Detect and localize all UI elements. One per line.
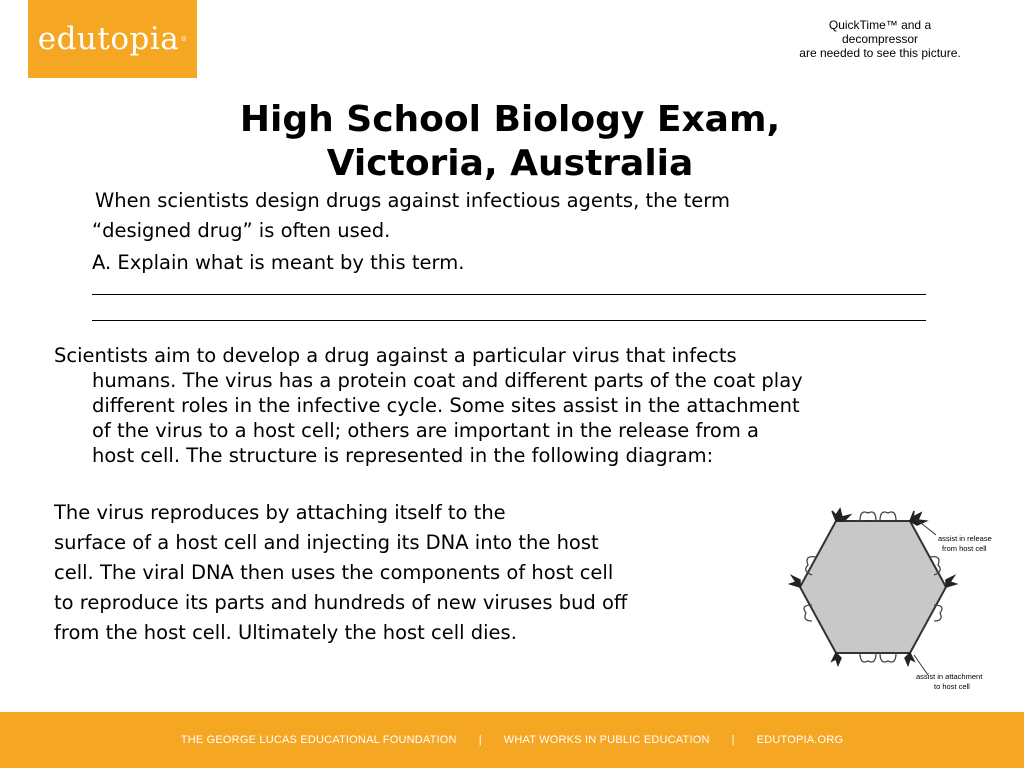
scenario-line-2: humans. The virus has a protein coat and different parts of the coat play — [92, 369, 803, 392]
intro-line-2: “designed drug” is often used. — [92, 219, 391, 242]
footer-what-works-link[interactable]: WHAT WORKS IN PUBLIC EDUCATION — [503, 734, 710, 746]
reproduction-line-3: cell. The viral DNA then uses the components of host cell — [54, 561, 614, 584]
footer-separator-1: | — [478, 734, 482, 746]
reproduction-line-2: surface of a host cell and injecting its DNA into the host — [54, 531, 599, 554]
scenario-line-1: Scientists aim to develop a drug against a particular virus that infects — [54, 344, 737, 367]
scenario-line-4: of the virus to a host cell; others are important in the release from a — [92, 419, 760, 442]
scenario-line-5: host cell. The structure is represented in the following diagram: — [92, 444, 714, 467]
virus-protein-coat — [800, 521, 946, 653]
quicktime-line-1: QuickTime™ and a — [828, 18, 932, 32]
scenario-paragraph — [54, 343, 954, 468]
label-attach-1: assist in attachment — [916, 672, 983, 681]
footer-foundation-link[interactable]: THE GEORGE LUCAS EDUCATIONAL FOUNDATION — [180, 734, 457, 746]
scenario-line-3: different roles in the infective cycle. Some sites assist in the attachment — [92, 394, 800, 417]
answer-line-2 — [92, 320, 926, 321]
logo-mark: ® — [180, 35, 188, 43]
reproduction-line-1: The virus reproduces by attaching itself to the — [54, 501, 506, 524]
title-line-2: Victoria, Australia — [326, 143, 694, 184]
footer-edutopia-link[interactable]: EDUTOPIA.ORG — [756, 734, 844, 746]
logo-text: edutopia — [37, 21, 180, 57]
label-release-1: assist in release — [938, 534, 992, 543]
quicktime-placeholder — [760, 18, 1000, 60]
footer-bar — [0, 712, 1024, 768]
edutopia-logo[interactable] — [28, 0, 197, 78]
label-attach-2: to host cell — [934, 682, 970, 691]
question-a: A. Explain what is meant by this term. — [92, 251, 465, 274]
footer-separator-2: | — [731, 734, 735, 746]
intro-paragraph — [92, 186, 942, 246]
quicktime-line-2: decompressor — [841, 32, 919, 46]
label-release-2: from host cell — [942, 544, 987, 553]
quicktime-line-3: are needed to see this picture. — [799, 46, 961, 60]
answer-line-1 — [92, 294, 926, 295]
intro-line-1: When scientists design drugs against infectious agents, the term — [95, 189, 730, 212]
reproduction-paragraph — [54, 498, 754, 648]
virus-diagram — [788, 505, 1008, 700]
page-title — [160, 98, 860, 186]
reproduction-line-4: to reproduce its parts and hundreds of new viruses bud off — [54, 591, 628, 614]
reproduction-line-5: from the host cell. Ultimately the host cell dies. — [54, 621, 517, 644]
title-line-1: High School Biology Exam, — [239, 99, 781, 140]
